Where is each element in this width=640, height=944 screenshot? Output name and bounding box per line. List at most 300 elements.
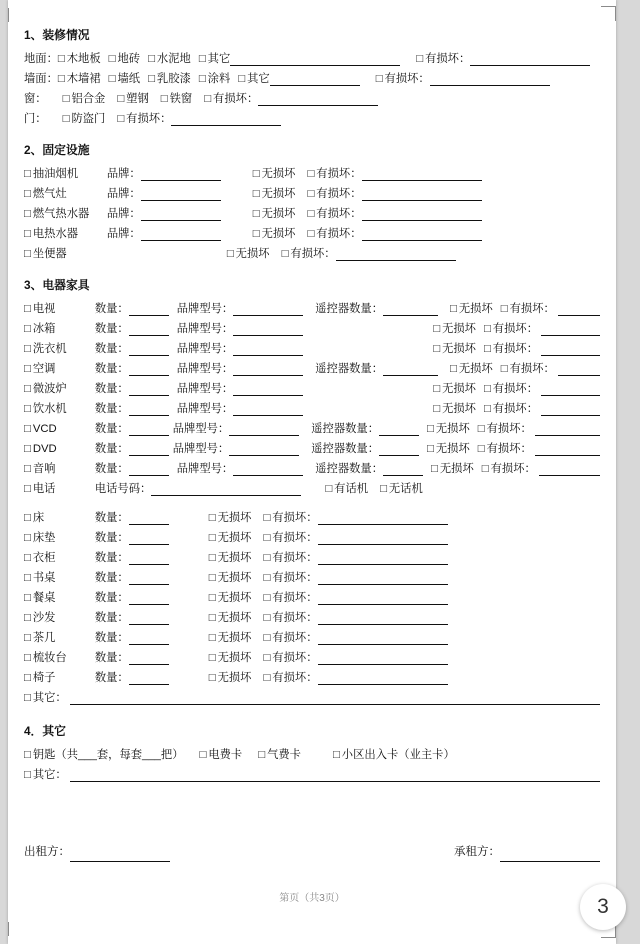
furniture-name: 梳妆台 (32, 652, 67, 664)
appliance-model-input[interactable] (233, 383, 303, 396)
facility-damage-label: 有损坏： (290, 248, 336, 260)
appliance-damage-input[interactable] (541, 323, 600, 336)
checkbox-no-damage[interactable] (253, 225, 260, 244)
facility-row (24, 225, 600, 244)
furniture-name: 衣柜 (32, 552, 56, 564)
furniture-damage-input[interactable] (318, 572, 448, 585)
lessee-label: 承租方： (454, 846, 500, 858)
wall-option-paint: 涂料 (207, 73, 231, 85)
crop-mark-bottom-left (8, 922, 23, 936)
checkbox-damage[interactable] (263, 649, 270, 668)
appliance-qty-input[interactable] (129, 363, 169, 376)
others-option-access-card: 小区出入卡（业主卡） (341, 749, 455, 761)
appliance-damage-input[interactable] (558, 303, 600, 316)
appliance-no-damage-label: 无损坏 (435, 443, 470, 455)
furniture-damage-input[interactable] (318, 532, 448, 545)
row-floor (24, 50, 600, 69)
checkbox-vcd[interactable] (24, 420, 31, 439)
others-other-input[interactable] (70, 769, 600, 782)
facility-damage-input[interactable] (362, 188, 482, 201)
others-option-gas-card: 气费卡 (267, 749, 301, 761)
wall-other-input[interactable] (270, 73, 360, 86)
facility-damage-input[interactable] (336, 248, 456, 261)
checkbox-dresser[interactable] (24, 649, 31, 668)
checkbox-mattress[interactable] (24, 529, 31, 548)
appliance-qty-label: 数量： (94, 343, 129, 355)
furniture-damage-label: 有损坏： (272, 652, 318, 664)
appliance-damage-label: 有损坏： (492, 343, 538, 355)
wall-option-other: 其它 (247, 73, 270, 85)
appliance-damage-input[interactable] (535, 443, 600, 456)
furniture-qty-input[interactable] (129, 552, 169, 565)
window-damage-input[interactable] (258, 93, 378, 106)
row-window (24, 90, 600, 109)
appliance-no-damage-label: 无损坏 (458, 363, 493, 375)
furniture-qty-input[interactable] (129, 652, 169, 665)
checkbox-desk[interactable] (24, 569, 31, 588)
appliance-model-input[interactable] (233, 323, 303, 336)
furniture-no-damage-label: 无损坏 (217, 652, 252, 664)
appliance-qty-input[interactable] (129, 323, 169, 336)
furniture-damage-input[interactable] (318, 652, 448, 665)
checkbox-gas-water-heater[interactable] (24, 205, 31, 224)
checkbox-wall-wallpaper[interactable] (109, 70, 116, 89)
furniture-no-damage-label: 无损坏 (217, 632, 252, 644)
facility-damage-input[interactable] (362, 228, 482, 241)
appliance-no-damage-label: 无损坏 (442, 403, 476, 415)
furniture-qty-input[interactable] (129, 672, 169, 685)
appliance-no-damage-label: 无损坏 (439, 463, 474, 475)
row-wall (24, 70, 600, 89)
appliance-name: 冰箱 (32, 323, 56, 335)
wall-damage-input[interactable] (430, 73, 550, 86)
facility-damage-input[interactable] (362, 168, 482, 181)
window-label: 窗： (24, 93, 47, 105)
window-option-plastic-steel: 塑钢 (126, 93, 149, 105)
floor-option-cement: 水泥地 (156, 53, 191, 65)
checkbox-coffee-table[interactable] (24, 629, 31, 648)
appliance-qty-input[interactable] (129, 463, 169, 476)
appliance-remote-label: 遥控器数量： (311, 443, 380, 455)
furniture-qty-label: 数量： (94, 592, 129, 604)
furniture-qty-label: 数量： (94, 572, 129, 584)
appliance-qty-input[interactable] (129, 423, 169, 436)
checkbox-no-damage[interactable] (209, 609, 216, 628)
floor-damage-input[interactable] (470, 53, 590, 66)
checkbox-floor-wood[interactable] (58, 50, 65, 69)
appliance-name: 饮水机 (32, 403, 67, 415)
appliance-model-input[interactable] (229, 443, 299, 456)
furniture-damage-label: 有损坏： (272, 632, 318, 644)
phone-row (24, 480, 600, 499)
checkbox-tv[interactable] (24, 300, 31, 319)
furniture-damage-input[interactable] (318, 552, 448, 565)
appliance-qty-label: 数量： (94, 443, 129, 455)
checkbox-damage[interactable] (307, 185, 314, 204)
facility-no-damage-label: 无损坏 (261, 188, 296, 200)
furniture-qty-label: 数量： (94, 672, 129, 684)
furniture-other-label: 其它： (32, 692, 67, 704)
checkbox-no-damage[interactable] (209, 569, 216, 588)
checkbox-no-damage[interactable] (209, 529, 216, 548)
signature-block (24, 843, 600, 862)
checkbox-no-damage[interactable] (209, 649, 216, 668)
furniture-damage-label: 有损坏： (272, 572, 318, 584)
furniture-no-damage-label: 无损坏 (217, 552, 252, 564)
appliance-qty-input[interactable] (129, 403, 169, 416)
appliance-damage-input[interactable] (558, 363, 600, 376)
section-appliances-furniture (24, 276, 600, 708)
checkbox-door-security[interactable] (63, 110, 70, 129)
phone-number-input[interactable] (151, 483, 301, 496)
checkbox-telephone[interactable] (24, 480, 31, 499)
furniture-damage-input[interactable] (318, 592, 448, 605)
floor-option-other: 其它 (207, 53, 231, 65)
checkbox-window-aluminum[interactable] (63, 90, 70, 109)
checkbox-damage[interactable] (263, 629, 270, 648)
furniture-name: 床 (32, 512, 45, 524)
facility-brand-input[interactable] (141, 188, 221, 201)
appliance-qty-label: 数量： (94, 403, 129, 415)
checkbox-no-damage[interactable] (227, 245, 234, 264)
others-options-row (24, 746, 600, 765)
appliance-model-label: 品牌型号： (176, 303, 234, 315)
appliance-remote-input[interactable] (379, 423, 419, 436)
checkbox-dvd[interactable] (24, 440, 31, 459)
facility-name: 电热水器 (32, 228, 79, 240)
checkbox-no-damage[interactable] (433, 380, 440, 399)
facility-name: 坐便器 (32, 248, 67, 260)
furniture-name: 茶几 (32, 632, 56, 644)
furniture-row (24, 509, 600, 528)
appliance-damage-label: 有损坏： (486, 443, 532, 455)
appliance-qty-label: 数量： (94, 363, 129, 375)
section-fixed-facilities (24, 141, 600, 264)
appliance-name: 洗衣机 (32, 343, 67, 355)
checkbox-damage[interactable] (484, 340, 491, 359)
facility-brand-input[interactable] (141, 228, 221, 241)
checkbox-gas-card[interactable] (258, 746, 265, 765)
facility-row (24, 165, 600, 184)
checkbox-damage[interactable] (263, 669, 270, 688)
checkbox-damage[interactable] (478, 440, 485, 459)
checkbox-no-damage[interactable] (450, 300, 457, 319)
checkbox-window-damage[interactable] (204, 90, 211, 109)
checkbox-no-damage[interactable] (209, 549, 216, 568)
door-damage-label: 有损坏： (126, 113, 172, 125)
appliance-name: 空调 (32, 363, 56, 375)
appliance-model-input[interactable] (233, 303, 303, 316)
checkbox-others-other[interactable] (24, 766, 31, 785)
appliance-qty-label: 数量： (94, 323, 129, 335)
appliance-damage-label: 有损坏： (486, 423, 532, 435)
furniture-damage-label: 有损坏： (272, 672, 318, 684)
checkbox-no-damage[interactable] (427, 440, 434, 459)
furniture-no-damage-label: 无损坏 (217, 592, 252, 604)
checkbox-microwave[interactable] (24, 380, 31, 399)
furniture-qty-input[interactable] (129, 572, 169, 585)
furniture-name: 沙发 (32, 612, 56, 624)
section-others (24, 722, 600, 785)
facility-brand-label: 品牌： (106, 208, 141, 220)
page-number-badge: 3 (580, 884, 626, 930)
phone-number-label: 电话号码： (94, 483, 152, 495)
checkbox-no-handset[interactable] (380, 480, 387, 499)
appliance-qty-label: 数量： (94, 303, 129, 315)
checkbox-stereo[interactable] (24, 460, 31, 479)
checkbox-has-handset[interactable] (325, 480, 332, 499)
checkbox-damage[interactable] (263, 569, 270, 588)
furniture-name: 书桌 (32, 572, 56, 584)
appliance-model-input[interactable] (233, 403, 303, 416)
furniture-qty-input[interactable] (129, 512, 169, 525)
phone-name: 电话 (32, 483, 56, 495)
appliance-damage-input[interactable] (541, 383, 600, 396)
checkbox-no-damage[interactable] (431, 460, 438, 479)
appliance-remote-label: 遥控器数量： (315, 363, 384, 375)
furniture-no-damage-label: 无损坏 (217, 512, 252, 524)
checkbox-floor-tile[interactable] (109, 50, 116, 69)
checkbox-wall-latex[interactable] (148, 70, 155, 89)
appliance-name: 电视 (32, 303, 56, 315)
checkbox-damage[interactable] (263, 549, 270, 568)
facility-damage-label: 有损坏： (316, 208, 362, 220)
furniture-qty-label: 数量： (94, 512, 129, 524)
checkbox-gas-stove[interactable] (24, 185, 31, 204)
appliance-model-label: 品牌型号： (176, 343, 234, 355)
furniture-damage-label: 有损坏： (272, 592, 318, 604)
checkbox-floor-other[interactable] (199, 50, 206, 69)
checkbox-floor-cement[interactable] (148, 50, 155, 69)
checkbox-no-damage[interactable] (253, 185, 260, 204)
appliance-damage-label: 有损坏： (492, 403, 538, 415)
furniture-damage-label: 有损坏： (272, 552, 318, 564)
appliance-no-damage-label: 无损坏 (458, 303, 493, 315)
checkbox-wardrobe[interactable] (24, 549, 31, 568)
facility-damage-label: 有损坏： (316, 188, 362, 200)
checkbox-damage[interactable] (484, 400, 491, 419)
checkbox-damage[interactable] (484, 380, 491, 399)
checkbox-no-damage[interactable] (433, 320, 440, 339)
window-damage-label: 有损坏： (213, 93, 259, 105)
document-content (24, 26, 600, 862)
checkbox-no-damage[interactable] (433, 400, 440, 419)
checkbox-damage[interactable] (307, 225, 314, 244)
checkbox-damage[interactable] (501, 300, 508, 319)
furniture-qty-label: 数量： (94, 532, 129, 544)
appliance-row (24, 320, 600, 339)
appliance-row (24, 360, 600, 379)
others-other-row (24, 766, 600, 785)
furniture-qty-label: 数量： (94, 632, 129, 644)
facility-row (24, 185, 600, 204)
checkbox-door-damage[interactable] (117, 110, 124, 129)
appliance-qty-input[interactable] (129, 303, 169, 316)
appliance-remote-input[interactable] (383, 303, 438, 316)
wall-damage-label: 有损坏： (384, 73, 430, 85)
furniture-damage-input[interactable] (318, 632, 448, 645)
lessee-input[interactable] (500, 849, 600, 862)
checkbox-damage[interactable] (478, 420, 485, 439)
lessor-label: 出租方： (24, 846, 70, 858)
checkbox-damage[interactable] (263, 529, 270, 548)
furniture-row (24, 529, 600, 548)
appliance-damage-label: 有损坏： (490, 463, 536, 475)
lessor-signature (24, 843, 170, 862)
appliance-qty-input[interactable] (129, 443, 169, 456)
furniture-qty-label: 数量： (94, 612, 129, 624)
furniture-damage-input[interactable] (318, 672, 448, 685)
checkbox-damage[interactable] (484, 320, 491, 339)
appliance-damage-label: 有损坏： (509, 303, 555, 315)
furniture-other-input[interactable] (70, 692, 600, 705)
furniture-row (24, 669, 600, 688)
appliance-model-input[interactable] (229, 423, 299, 436)
furniture-qty-input[interactable] (129, 592, 169, 605)
furniture-other-row (24, 689, 600, 708)
checkbox-wall-damage[interactable] (376, 70, 383, 89)
checkbox-toilet[interactable] (24, 245, 31, 264)
checkbox-no-damage[interactable] (209, 629, 216, 648)
furniture-qty-label: 数量： (94, 652, 129, 664)
checkbox-dining-table[interactable] (24, 589, 31, 608)
appliance-row (24, 340, 600, 359)
appliance-remote-label: 遥控器数量： (311, 423, 380, 435)
wall-label: 墙面： (24, 73, 58, 85)
checkbox-washing-machine[interactable] (24, 340, 31, 359)
window-option-aluminum: 铝合金 (71, 93, 106, 105)
row-door (24, 110, 600, 129)
appliance-damage-label: 有损坏： (492, 323, 538, 335)
appliance-remote-label: 遥控器数量： (315, 303, 384, 315)
appliance-row (24, 400, 600, 419)
others-option-electric-card: 电费卡 (208, 749, 243, 761)
checkbox-furniture-other[interactable] (24, 689, 31, 708)
appliance-no-damage-label: 无损坏 (435, 423, 470, 435)
facility-damage-label: 有损坏： (316, 168, 362, 180)
checkbox-damage[interactable] (307, 205, 314, 224)
checkbox-no-damage[interactable] (433, 340, 440, 359)
furniture-qty-input[interactable] (129, 532, 169, 545)
section-title: 1、装修情况 (24, 28, 90, 42)
appliance-name: VCD (32, 423, 57, 435)
wall-option-latex: 乳胶漆 (156, 73, 191, 85)
appliance-remote-input[interactable] (383, 363, 438, 376)
checkbox-water-dispenser[interactable] (24, 400, 31, 419)
appliance-remote-input[interactable] (383, 463, 423, 476)
section-decoration (24, 26, 600, 129)
floor-damage-label: 有损坏： (425, 53, 471, 65)
checkbox-wall-paint[interactable] (199, 70, 206, 89)
appliance-name: 微波炉 (32, 383, 67, 395)
checkbox-window-plastic-steel[interactable] (117, 90, 124, 109)
checkbox-no-damage[interactable] (253, 205, 260, 224)
facility-no-damage-label: 无损坏 (261, 208, 296, 220)
furniture-damage-input[interactable] (318, 512, 448, 525)
checkbox-range-hood[interactable] (24, 165, 31, 184)
checkbox-sofa[interactable] (24, 609, 31, 628)
checkbox-damage[interactable] (501, 360, 508, 379)
appliance-model-label: 品牌型号： (176, 383, 234, 395)
appliance-qty-input[interactable] (129, 343, 169, 356)
checkbox-wall-wainscot[interactable] (58, 70, 65, 89)
checkbox-damage[interactable] (263, 609, 270, 628)
furniture-qty-input[interactable] (129, 632, 169, 645)
checkbox-chair[interactable] (24, 669, 31, 688)
appliance-damage-input[interactable] (539, 463, 600, 476)
door-damage-input[interactable] (171, 113, 281, 126)
checkbox-no-damage[interactable] (253, 165, 260, 184)
checkbox-damage[interactable] (263, 509, 270, 528)
checkbox-no-damage[interactable] (209, 669, 216, 688)
appliance-damage-input[interactable] (541, 343, 600, 356)
crop-mark-top-right (601, 6, 616, 21)
checkbox-electric-water-heater[interactable] (24, 225, 31, 244)
facility-brand-input[interactable] (141, 168, 221, 181)
crop-mark-top-left (8, 8, 23, 22)
others-option-keys: 钥匙（共___套，每套___把） (32, 749, 184, 761)
checkbox-no-damage[interactable] (209, 509, 216, 528)
appliance-no-damage-label: 无损坏 (442, 323, 476, 335)
furniture-no-damage-label: 无损坏 (217, 612, 252, 624)
checkbox-keys[interactable] (24, 746, 31, 765)
checkbox-damage[interactable] (263, 589, 270, 608)
checkbox-floor-damage[interactable] (416, 50, 423, 69)
facility-name: 燃气灶 (32, 188, 67, 200)
furniture-qty-input[interactable] (129, 612, 169, 625)
furniture-damage-label: 有损坏： (272, 512, 318, 524)
checkbox-wall-other[interactable] (238, 70, 245, 89)
appliance-damage-input[interactable] (541, 403, 600, 416)
checkbox-fridge[interactable] (24, 320, 31, 339)
furniture-damage-input[interactable] (318, 612, 448, 625)
facility-brand-input[interactable] (141, 208, 221, 221)
appliance-qty-input[interactable] (129, 383, 169, 396)
section-title: 2、固定设施 (24, 143, 90, 157)
checkbox-electric-card[interactable] (200, 746, 207, 765)
checkbox-no-damage[interactable] (209, 589, 216, 608)
furniture-name: 床垫 (32, 532, 56, 544)
appliance-model-input[interactable] (233, 363, 303, 376)
checkbox-damage[interactable] (482, 460, 489, 479)
checkbox-window-iron[interactable] (161, 90, 168, 109)
checkbox-community-access-card[interactable] (333, 746, 340, 765)
appliance-model-label: 品牌型号： (176, 363, 234, 375)
appliance-model-input[interactable] (233, 343, 303, 356)
checkbox-no-damage[interactable] (427, 420, 434, 439)
checkbox-air-conditioner[interactable] (24, 360, 31, 379)
appliance-model-input[interactable] (233, 463, 303, 476)
checkbox-damage[interactable] (282, 245, 289, 264)
document-page (8, 0, 616, 944)
furniture-damage-label: 有损坏： (272, 532, 318, 544)
floor-option-wood: 木地板 (66, 53, 101, 65)
appliance-no-damage-label: 无损坏 (442, 383, 476, 395)
facility-damage-input[interactable] (362, 208, 482, 221)
checkbox-no-damage[interactable] (450, 360, 457, 379)
phone-has-label: 有话机 (334, 483, 369, 495)
furniture-name: 椅子 (32, 672, 56, 684)
checkbox-bed[interactable] (24, 509, 31, 528)
appliance-row (24, 460, 600, 479)
appliance-remote-input[interactable] (379, 443, 419, 456)
floor-other-input[interactable] (230, 53, 400, 66)
appliance-model-label: 品牌型号： (176, 403, 234, 415)
checkbox-damage[interactable] (307, 165, 314, 184)
lessor-input[interactable] (70, 849, 170, 862)
appliance-damage-input[interactable] (535, 423, 600, 436)
lessee-signature (454, 843, 600, 862)
